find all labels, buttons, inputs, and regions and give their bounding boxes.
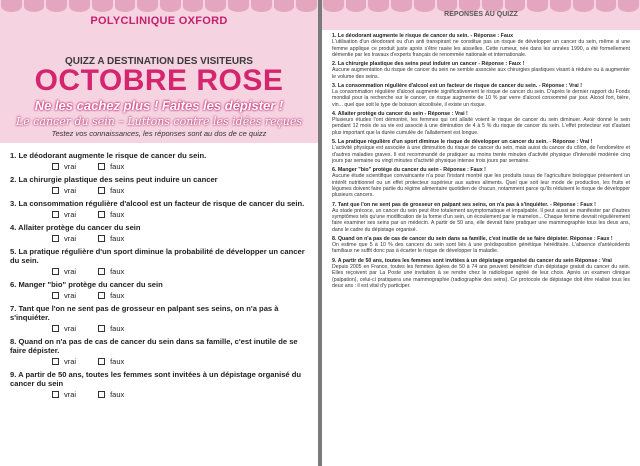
option-false[interactable]: faux: [98, 357, 124, 366]
answer-body: On estime que 5 à 10 % des cancers du sein sont liés à une prédisposition génétique héréditaire. L'absence d'antécédents familiaux ne suffit donc pas à écarter le risque de développer la maladie.: [332, 242, 630, 255]
answer-body: Aucune étude scientifique convaincante n'a pour l'instant montré que les produits issus de l'agriculture biologique présentent un intérêt nutritionnel ou un effet protecteur supérieur aux autres aliments. Quel que soit leur mode de production, les fruits et légumes doivent faire partie du régime alimentaire quotidien de chacun, notamment parce qu'ils réduisent le risque de développer plusieurs cancers.: [332, 173, 630, 199]
option-true[interactable]: vrai: [52, 291, 76, 300]
answer-item: [332, 236, 630, 255]
checkbox-icon[interactable]: [52, 163, 59, 170]
question-list: [0, 143, 318, 399]
option-true[interactable]: vrai: [52, 162, 76, 171]
checkbox-icon[interactable]: [52, 268, 59, 275]
answer-title: 6. Manger "bio" protège du cancer du sein - Réponse : Faux !: [332, 167, 486, 174]
answer-item: [332, 139, 630, 164]
option-true[interactable]: vrai: [52, 390, 76, 399]
question-item: [10, 304, 308, 333]
answer-item: [332, 202, 630, 233]
question-item: [10, 337, 308, 366]
answer-body: Aucune augmentation du risque de cancer du sein ne semble associée aux chirurgies plastiques visant à réduire ou à augmenter le volume des seins.: [332, 67, 630, 80]
question-text: 6. Manger "bio" protège du cancer du sein: [10, 280, 163, 289]
question-item: [10, 175, 308, 195]
question-text: 7. Tant que l'on ne sent pas de grosseur en palpant ses seins, on n'a pas à s'inquiéter.: [10, 304, 279, 322]
question-text: 8. Quand on n'a pas de cas de cancer du sein dans sa famille, c'est inutile de se faire dépister.: [10, 337, 298, 355]
checkbox-icon[interactable]: [98, 211, 105, 218]
question-item: [10, 199, 308, 219]
question-text: 3. La consommation régulière d'alcool est un facteur de risque de cancer du sein.: [10, 199, 305, 208]
answer-body: La consommation régulière d'alcool augmente significativement le risque de cancer du sein. D'après le dernier rapport du Fonds mondial pour la recherche sur le cancer, ce risque augmente de 10 % par verre d'alcool consommé par jour. Alcool fort, bière, vin... quel que soit le type de boisson alcoolisée, il existe un risque.: [332, 89, 630, 108]
option-true[interactable]: vrai: [52, 267, 76, 276]
checkbox-icon[interactable]: [98, 187, 105, 194]
question-text: 9. A partir de 50 ans, toutes les femmes sont invitées à un dépistage organisé du cancer du sein: [10, 370, 302, 388]
checkbox-icon[interactable]: [98, 325, 105, 332]
question-item: [10, 370, 308, 399]
checkbox-icon[interactable]: [52, 325, 59, 332]
checkbox-icon[interactable]: [98, 163, 105, 170]
instructions: Testez vos connaissances, les réponses sont au dos de ce quizz: [51, 129, 267, 138]
header-banner: [0, 0, 318, 143]
checkbox-icon[interactable]: [98, 358, 105, 365]
slogan: Ne les cachez plus ! Faites les dépister !: [34, 98, 284, 113]
clinic-name: POLYCLINIQUE OXFORD: [90, 15, 228, 27]
answers-page: [322, 0, 640, 466]
slogan-secondary: Le cancer du sein – Luttons contre les idées reçues: [15, 115, 303, 128]
checkbox-icon[interactable]: [52, 358, 59, 365]
question-item: [10, 280, 308, 300]
option-false[interactable]: faux: [98, 291, 124, 300]
checkbox-icon[interactable]: [98, 292, 105, 299]
checkbox-icon[interactable]: [98, 268, 105, 275]
scallop-decoration: [0, 0, 318, 12]
question-text: 4. Allaiter protège du cancer du sein: [10, 223, 141, 232]
option-false[interactable]: faux: [98, 210, 124, 219]
checkbox-icon[interactable]: [98, 391, 105, 398]
checkbox-icon[interactable]: [52, 391, 59, 398]
option-true[interactable]: vrai: [52, 186, 76, 195]
option-true[interactable]: vrai: [52, 324, 76, 333]
answers-header: [322, 0, 640, 30]
answer-item: [332, 33, 630, 58]
option-false[interactable]: faux: [98, 324, 124, 333]
answer-item: [332, 167, 630, 198]
answer-title: 7. Tant que l'on ne sent pas de grosseur en palpant ses seins, on n'a pas à s'inquiéter. - Réponse : Faux !: [332, 201, 596, 208]
question-text: 5. La pratique régulière d'un sport diminue la probabilité de développer un cancer du sein.: [10, 247, 305, 265]
answer-title: 8. Quand on n'a pas de cas de cancer du sein dans sa famille, c'est inutile de se faire dépister. Réponse : Faux !: [332, 235, 613, 242]
question-item: [10, 151, 308, 171]
answer-item: [332, 83, 630, 108]
option-false[interactable]: faux: [98, 390, 124, 399]
answer-title: 9. A partir de 50 ans, toutes les femmes sont invitées à un dépistage organisé du cancer du sein Réponse : Vrai: [332, 257, 612, 264]
checkbox-icon[interactable]: [52, 187, 59, 194]
main-title: OCTOBRE ROSE: [34, 64, 284, 97]
answer-title: 1. Le déodorant augmente le risque de cancer du sein. - Réponse : Faux: [332, 33, 514, 39]
answer-item: [332, 258, 630, 289]
option-false[interactable]: faux: [98, 267, 124, 276]
answer-title: 4. Allaiter protège du cancer du sein - Réponse : Vrai !: [332, 110, 468, 117]
answer-item: [332, 111, 630, 136]
question-text: 2. La chirurgie plastique des seins peut induire un cancer: [10, 175, 218, 184]
option-false[interactable]: faux: [98, 186, 124, 195]
answer-body: Depuis 2005 en France, toutes les femmes âgées de 50 à 74 ans peuvent bénéficier d'un dépistage gratuit du cancer du sein. Elles reçoivent par La Poste une invitation à se rendre chez le radiologue agréé de leur choix. Après un examen clinique (palpation), celui-ci pratiquera une mammographie (radiographie des seins). Ce protocole de dépistage doit être réalisé tous les deux ans : il est vital d'y participer.: [332, 263, 630, 289]
answer-title: 2. La chirurgie plastique des seins peut induire un cancer - Réponse : Faux !: [332, 61, 525, 68]
question-item: [10, 223, 308, 243]
option-false[interactable]: faux: [98, 162, 124, 171]
quiz-subtitle: QUIZZ A DESTINATION DES VISITEURS: [65, 56, 253, 67]
option-true[interactable]: vrai: [52, 234, 76, 243]
quiz-page: [0, 0, 318, 466]
answer-body: L'activité physique est associée à une diminution du risque de cancer du sein, mais aussi du cancer du côlon, de l'endomètre et d'autres maladies graves. Il est recommandé de pratiquer au moins trente minutes d'activité physique d'intensité modérée cinq jours par semaine ou vingt minutes d'activité physique intense trois jours par semaine.: [332, 145, 630, 164]
answer-title: 5. La pratique régulière d'un sport diminue le risque de développer un cancer du sein. - Réponse : Vrai !: [332, 139, 593, 146]
question-text: 1. Le déodorant augmente le risque de cancer du sein.: [10, 151, 207, 160]
answer-item: [332, 61, 630, 80]
answer-title: 3. La consommation régulière d'alcool est un facteur de risque de cancer du sein. - Réponse : Vrai !: [332, 82, 582, 89]
checkbox-icon[interactable]: [52, 211, 59, 218]
checkbox-icon[interactable]: [52, 235, 59, 242]
option-true[interactable]: vrai: [52, 210, 76, 219]
answers-title: REPONSES AU QUIZZ: [444, 11, 518, 18]
answer-body: L'utilisation d'un déodorant ou d'un anti transpirant ne constitue pas un risque de développer un cancer du sein, même si une femme applique ce produit juste après s'être rasée les aisselles. Cette rumeur, née dans les années 1990, a été formellement démentie par les travaux d'experts français de renommée nationale et internationale.: [332, 39, 630, 58]
answer-list: [322, 30, 640, 289]
checkbox-icon[interactable]: [98, 235, 105, 242]
option-true[interactable]: vrai: [52, 357, 76, 366]
question-item: [10, 247, 308, 276]
option-false[interactable]: faux: [98, 234, 124, 243]
answer-body: Au stade précoce, un cancer du sein peut être totalement asymptomatique et impalpable. Il peut aussi se manifester par d'autres symptômes tels qu'une modification de la forme d'un sein, un écoulement par le mamelon... Chaque femme devrait régulièrement faire examiner ses seins par un médecin. A partir de 50 ans, elle devrait faire pratiquer une mammographie tous les deux ans, dans le cadre du dépistage organisé.: [332, 207, 630, 233]
checkbox-icon[interactable]: [52, 292, 59, 299]
answer-body: Plusieurs études l'ont démontré, les femmes qui ont allaité voient le risque de cancer du sein diminuer. Avoir donné le sein pendant 12 mois de sa vie est associé à une diminution de 4 à 5 % du risque de cancer du sein. L'effet protecteur est d'autant plus important que la durée cumulée de l'allaitement est longue.: [332, 117, 630, 136]
